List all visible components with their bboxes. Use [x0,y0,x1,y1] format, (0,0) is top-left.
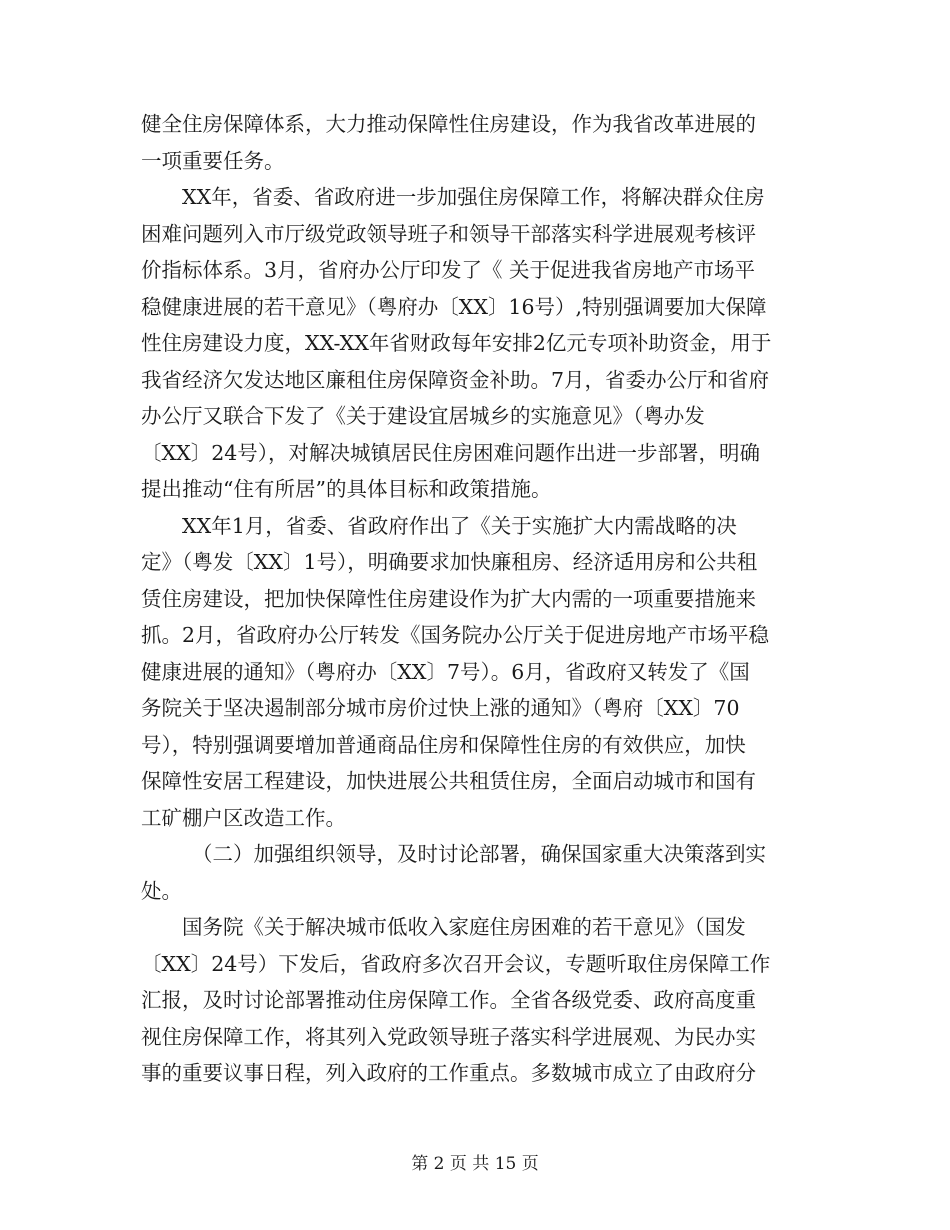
text-line: 性住房建设力度，XX-XX年省财政每年安排2亿元专项补助资金，用于 [141,331,772,355]
text-line: 健全住房保障体系，大力推动保障性住房建设，作为我省改革进展的 [141,112,756,136]
text-line: 事的重要议事日程，列入政府的工作重点。多数城市成立了由政府分 [141,1061,756,1085]
text-line: 困难问题列入市厅级党政领导班子和领导干部落实科学进展观考核评 [141,221,756,246]
text-line: XX年，省委、省政府进一步加强住房保障工作，将解决群众住房 [182,185,765,209]
section-heading: （二）加强组织领导，及时讨论部署，确保国家重大决策落到实 [192,842,766,866]
text-line: 〔XX〕24号）下发后，省政府多次召开会议，专题听取住房保障工作 [141,951,771,976]
text-line: 赁住房建设，把加快保障性住房建设作为扩大内需的一项重要措施来 [141,586,756,611]
text-line: 保障性安居工程建设，加快进展公共租赁住房，全面启动城市和国有 [141,769,756,793]
section-heading-continued: 处。 [141,878,182,903]
text-line: 工矿棚户区改造工作。 [141,805,346,830]
text-line: 价指标体系。3月，省府办公厅印发了《 关于促进我省房地产市场平 [141,258,756,282]
text-line: 汇报，及时讨论部署推动住房保障工作。全省各级党委、政府高度重 [141,988,756,1012]
body-text [141,106,806,1092]
text-line: 抓。2月，省政府办公厅转发《国务院办公厅关于促进房地产市场平稳 [141,623,770,647]
text-line: 国务院《关于解决城市低收入家庭住房困难的若干意见》（国发 [182,915,746,939]
text-line: 办公厅又联合下发了《关于建设宜居城乡的实施意见》（粤办发 [141,404,705,428]
text-line: 健康进展的通知》（粤府办〔XX〕7号）。6月，省政府又转发了《国 [141,659,750,684]
text-line: 一项重要任务。 [141,148,285,173]
text-line: 〔XX〕24号），对解决城镇居民住房困难问题作出进一步部署，明确 [141,440,761,465]
text-line: XX年1月，省委、省政府作出了《关于实施扩大内需战略的决 [182,513,737,538]
text-line: 视住房保障工作，将其列入党政领导班子落实科学进展观、为民办实 [141,1024,756,1049]
text-line: 稳健康进展的若干意见》（粤府办〔XX〕16号）,特别强调要加大保障 [141,294,767,319]
text-line: 号），特别强调要增加普通商品住房和保障性住房的有效供应，加快 [141,732,746,757]
text-line: 务院关于坚决遏制部分城市房价过快上涨的通知》（粤府〔XX〕70 [141,696,740,720]
text-line: 我省经济欠发达地区廉租住房保障资金补助。7月，省委办公厅和省府 [141,367,770,392]
page-footer: 第 2 页 共 15 页 [411,1154,539,1174]
text-line: 定》（粤发〔XX〕1号），明确要求加快廉租房、经济适用房和公共租 [141,550,758,574]
text-line: 提出推动“住有所居”的具体目标和政策措施。 [141,477,552,501]
